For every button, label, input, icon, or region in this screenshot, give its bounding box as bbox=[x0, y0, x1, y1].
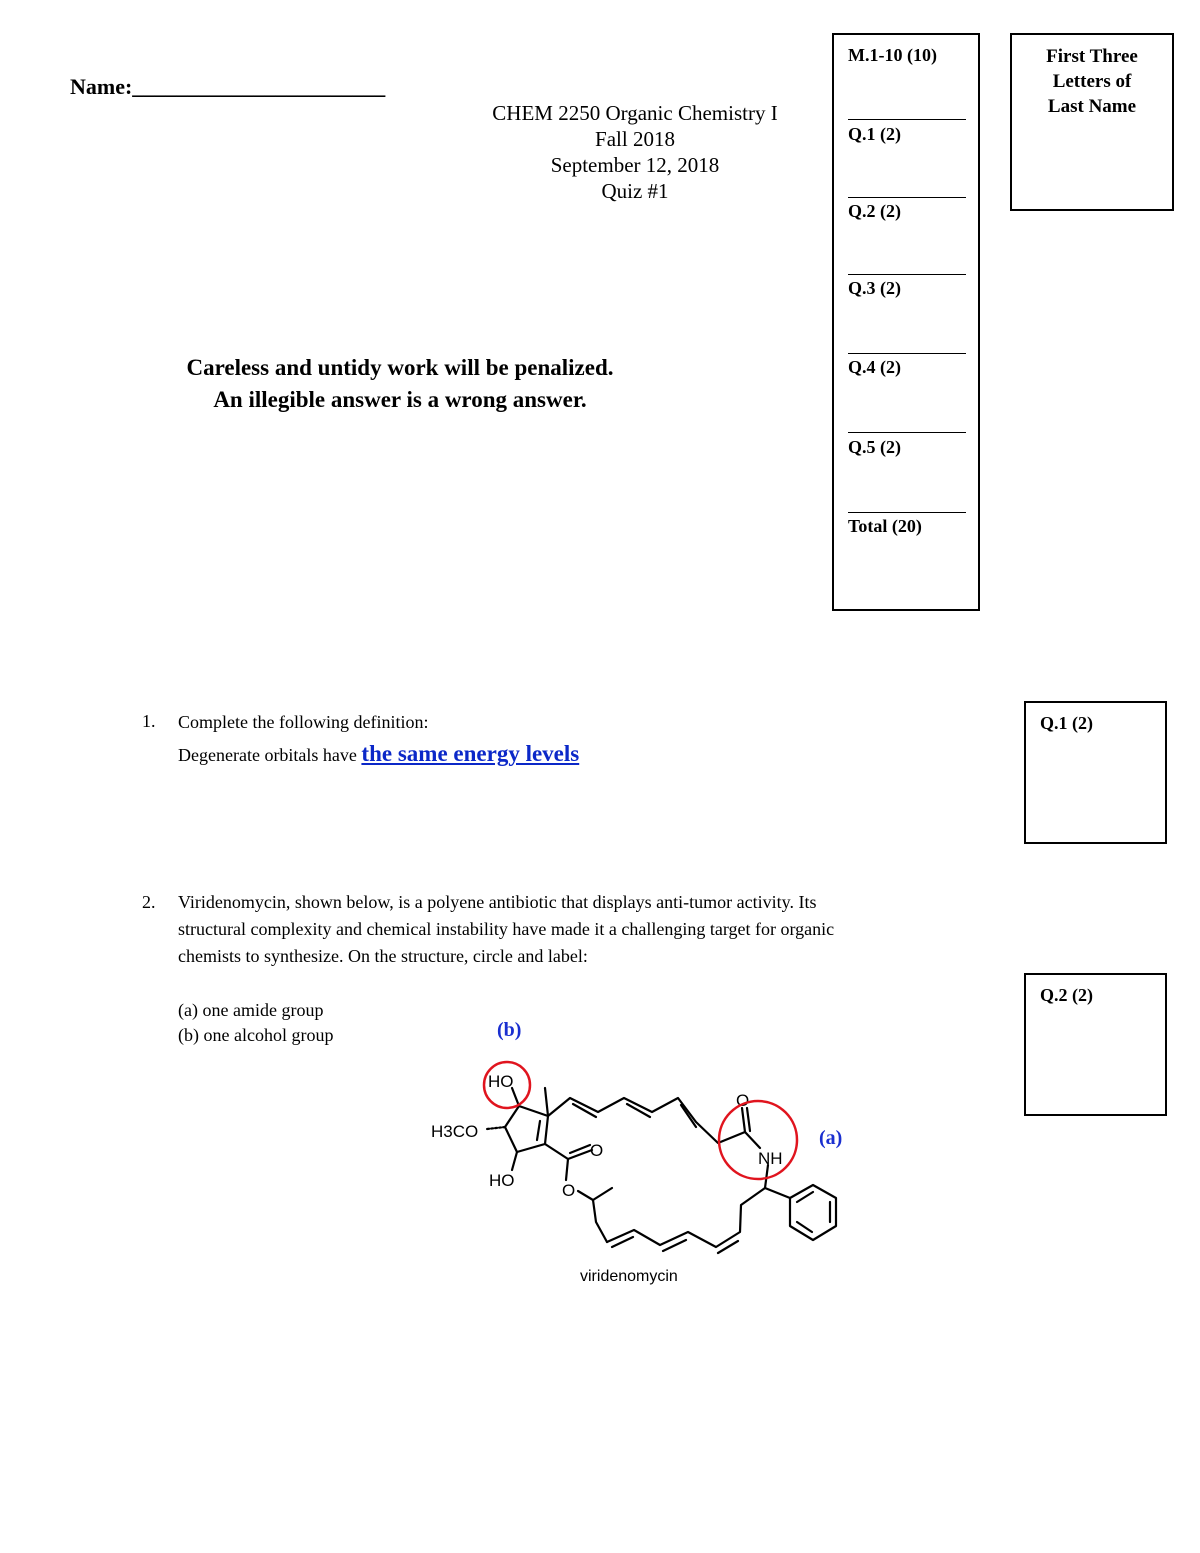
initials-label-1: First Three bbox=[1046, 46, 1138, 67]
upper-double-bonds bbox=[573, 1104, 696, 1127]
question-1-number: 1. bbox=[142, 711, 156, 731]
atom-h3co: H3CO bbox=[431, 1122, 479, 1141]
question-2-box-label: Q.2 (2) bbox=[1040, 985, 1093, 1005]
course-term: Fall 2018 bbox=[595, 127, 675, 151]
question-2-line-2: structural complexity and chemical instability have made it a challenging target for organic bbox=[178, 919, 835, 939]
cyclopentene-ring bbox=[505, 1106, 548, 1152]
score-item: M.1-10 (10) bbox=[848, 45, 937, 65]
initials-label-2: Letters of bbox=[1052, 71, 1132, 92]
question-1-answer: the same energy levels bbox=[361, 741, 580, 766]
question-2-line-3: chemists to synthesize. On the structure, circle and label: bbox=[178, 946, 588, 966]
quiz-number: Quiz #1 bbox=[601, 179, 669, 203]
bond-n-ch bbox=[765, 1165, 768, 1188]
phenyl-double-bonds bbox=[797, 1192, 830, 1232]
atom-o-ring: O bbox=[562, 1181, 576, 1200]
score-item: Q.5 (2) bbox=[848, 437, 901, 457]
bond-methyl bbox=[545, 1088, 548, 1116]
bond-ester-o bbox=[566, 1159, 568, 1180]
ring-double-bond bbox=[537, 1121, 540, 1140]
atom-ho-top: HO bbox=[488, 1072, 514, 1091]
atom-ho-bottom: HO bbox=[489, 1171, 515, 1190]
question-2-part-b: (b) one alcohol group bbox=[178, 1025, 334, 1045]
score-item: Q.1 (2) bbox=[848, 124, 901, 144]
atom-o-ester: O bbox=[590, 1141, 604, 1160]
score-item: Total (20) bbox=[848, 516, 922, 536]
score-item: Q.4 (2) bbox=[848, 357, 901, 377]
question-2-number: 2. bbox=[142, 892, 156, 912]
question-1-stem: Degenerate orbitals have bbox=[178, 745, 357, 765]
warning-line-2: An illegible answer is a wrong answer. bbox=[213, 387, 587, 412]
initials-label-3: Last Name bbox=[1047, 96, 1137, 117]
name-field-label: Name:_______________________ bbox=[70, 74, 386, 99]
bond-ho-bottom bbox=[512, 1152, 517, 1170]
score-item: Q.3 (2) bbox=[848, 278, 901, 298]
bond-methoxy bbox=[487, 1127, 505, 1129]
question-1-prompt: Complete the following definition: bbox=[178, 712, 429, 732]
bond-chain-down bbox=[593, 1200, 607, 1242]
atom-nh: NH bbox=[758, 1149, 783, 1168]
atom-o-amide: O bbox=[736, 1091, 750, 1110]
bond-ester-alkyl bbox=[578, 1188, 612, 1200]
question-2-part-a: (a) one amide group bbox=[178, 1000, 324, 1020]
structure-caption: viridenomycin bbox=[580, 1268, 678, 1285]
amide-carbonyl bbox=[742, 1108, 750, 1132]
course-title: CHEM 2250 Organic Chemistry I bbox=[492, 101, 778, 125]
label-a-amide: (a) bbox=[819, 1127, 843, 1149]
warning-line-1: Careless and untidy work will be penalized. bbox=[186, 355, 614, 380]
bond-amide-n bbox=[745, 1132, 760, 1148]
quiz-date: September 12, 2018 bbox=[550, 153, 720, 177]
question-1-box-label: Q.1 (2) bbox=[1040, 713, 1093, 733]
upper-polyene-chain bbox=[548, 1098, 745, 1143]
score-item: Q.2 (2) bbox=[848, 201, 901, 221]
question-2-line-1: Viridenomycin, shown below, is a polyene antibiotic that displays anti-tumor activity. Its bbox=[178, 892, 817, 912]
bond-phenyl bbox=[765, 1188, 790, 1198]
label-b-alcohol: (b) bbox=[497, 1019, 522, 1041]
